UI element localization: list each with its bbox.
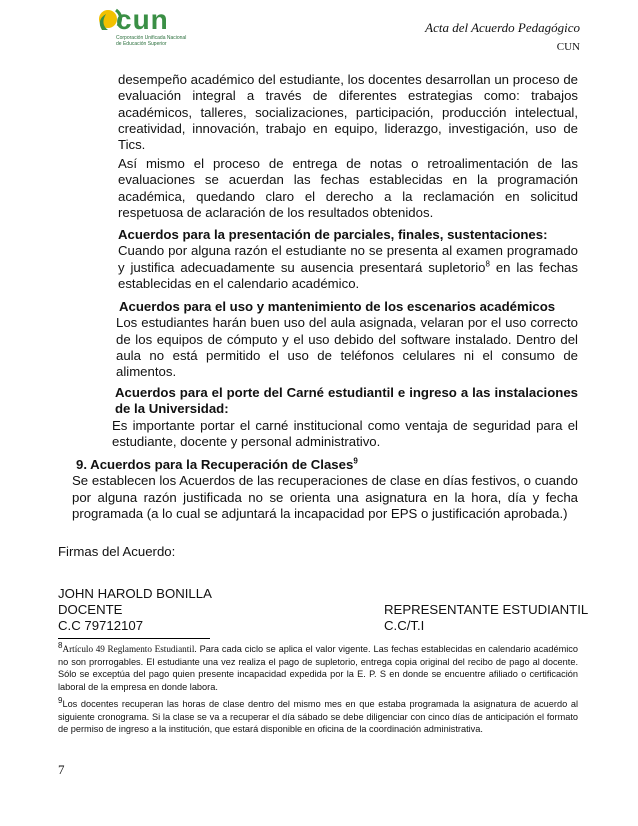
escenarios-text: Los estudiantes harán buen uso del aula asignada, velaran por el uso correcto de los equipos de cómputo y el uso debido del software instalado. Dentro del aula no está permitido el uso de teléfonos celulares ni el consumo de alimentos. — [116, 315, 578, 380]
carne-heading: Acuerdos para el porte del Carné estudiantil e ingreso a las instalaciones de la Universidad: — [115, 385, 578, 417]
section-carne — [112, 385, 578, 450]
footnote-9-mark: 9 — [58, 695, 63, 705]
section-escenarios — [116, 299, 578, 380]
logo-subtitle-1: Corporación Unificada Nacional — [116, 35, 187, 41]
parciales-text-a: Cuando por alguna razón el estudiante no se presenta al examen programado y justifica adecuadamente su ausencia presentará supletorio — [118, 243, 578, 275]
footnote-9 — [58, 695, 578, 736]
signatory-id-left: C.C 79712107 — [58, 618, 144, 633]
parciales-heading: Acuerdos para la presentación de parciales, finales, sustentaciones: — [118, 227, 548, 242]
carne-text: Es importante portar el carné institucional como ventaja de seguridad para el estudiante, docente y personal administrativo. — [112, 417, 578, 449]
section-parciales — [118, 227, 578, 292]
signatory-role-left: DOCENTE — [58, 602, 123, 617]
logo-wordmark: cun — [116, 4, 169, 35]
signatures-label: Firmas del Acuerdo: — [58, 544, 176, 559]
parciales-text-b: en las fechas establecidas en el calendario académico. — [118, 259, 578, 291]
parciales-text — [118, 243, 578, 292]
footnote-8-reference: Artículo 49 Reglamento Estudiantil. — [62, 644, 197, 654]
footnote-9-text: Los docentes recuperan las horas de clase dentro del mismo mes en que estaba programada la asignatura de acuerdo al siguiente cronograma. Si la clase se va a recuperar el día sábado se debe diligenciar con cinco días de anticipación el formato de permiso de ingreso a la institución, que estará disponible en oficina de la coordinación administrativa. — [58, 699, 578, 734]
page-number: 7 — [58, 762, 65, 777]
recuperacion-heading-text: 9. Acuerdos para la Recuperación de Clases — [76, 457, 354, 472]
signatory-name: JOHN HAROLD BONILLA — [58, 586, 212, 601]
intro-text-1: desempeño académico del estudiante, los docentes desarrollan un proceso de evaluación integral a través de diferentes estrategias como: trabajos académicos, talleres, socializaciones, participación, producción intelectual, creatividad, innovación, trabajo en equipo, liderazgo, investigación, uso de Tics. — [118, 72, 578, 153]
document-subtitle: CUN — [556, 41, 580, 53]
cun-logo — [94, 6, 204, 50]
signatory-id-right: C.C/T.I — [384, 618, 425, 633]
document-title: Acta del Acuerdo Pedagógico — [425, 20, 580, 35]
footnote-8-mark: 8 — [58, 640, 63, 650]
intro-paragraph-2 — [118, 156, 578, 221]
section-recuperacion — [64, 457, 578, 522]
footnote-ref-9: 9 — [353, 456, 358, 466]
intro-text-2: Así mismo el proceso de entrega de notas o retroalimentación de las evaluaciones se acuerdan las fechas establecidas en la programación académica, quedando claro el derecho a la reclamación en solicitud respetuosa de aclaración de los resultados obtenidos. — [118, 156, 578, 220]
footnote-ref-8: 8 — [485, 259, 490, 269]
footnote-8-text: Para cada ciclo se aplica el valor vigente. Las fechas establecidas en calendario académico no son prorrogables. El estudiante una vez realiza el pago de supletorio, entrega copia original del recibo de pago al docente. Sólo se exceptúa del pago quien presente incapacidad expedida por la E. P. S en donde se encuentre afiliado o certificación laboral de la empresa en donde labora. — [58, 644, 578, 692]
recuperacion-text: Se establecen los Acuerdos de las recuperaciones de clase en días festivos, o cuando por alguna razón justificada no se orienta una asignatura en la hora, día y fecha programada (a lo cual se adjuntará la incapacidad por EPS o justificación aprobada.) — [72, 473, 578, 521]
logo-subtitle-2: de Educación Superior — [116, 41, 167, 47]
signatory-role-right: REPRESENTANTE ESTUDIANTIL — [384, 602, 589, 617]
footnote-8 — [58, 640, 578, 693]
escenarios-heading: Acuerdos para el uso y mantenimiento de los escenarios académicos — [119, 299, 556, 314]
intro-paragraph-1 — [118, 72, 578, 153]
footnote-divider — [58, 638, 210, 639]
recuperacion-heading — [64, 457, 578, 473]
